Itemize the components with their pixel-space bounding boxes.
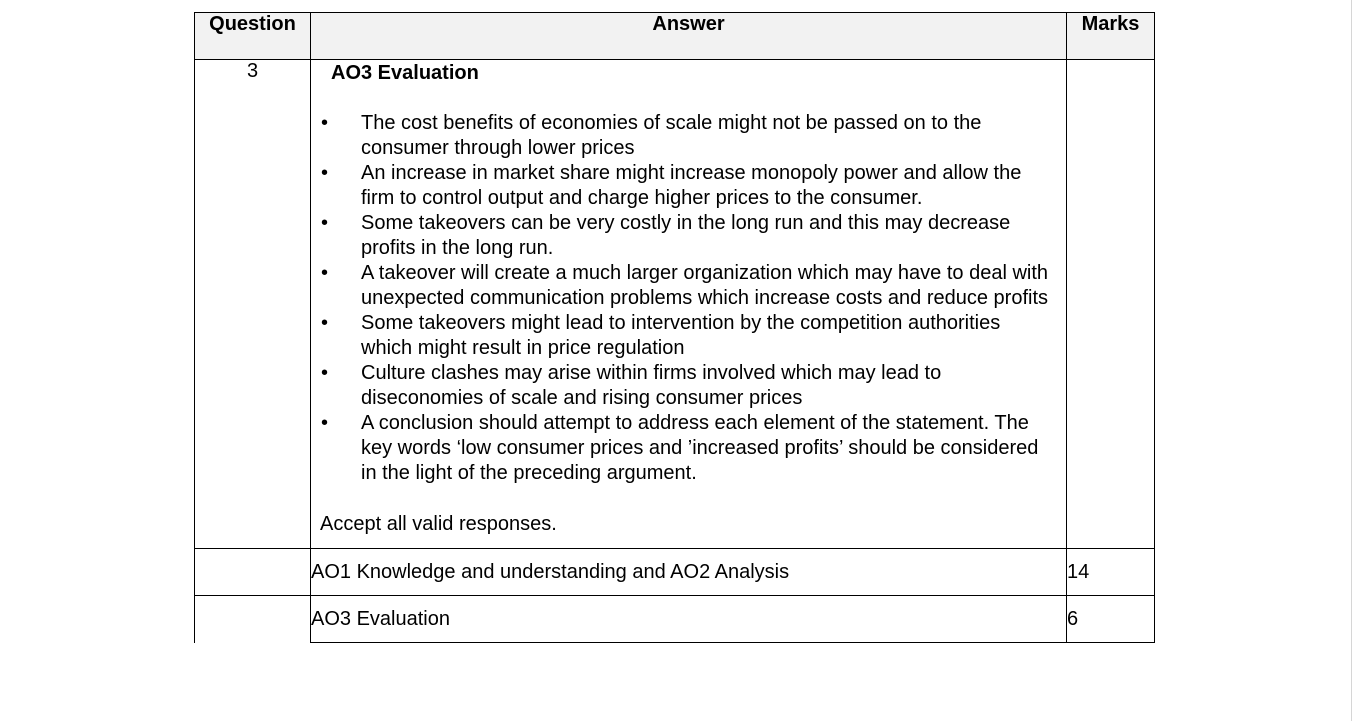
question-header: Question	[195, 13, 311, 60]
bullet-icon: •	[321, 162, 329, 184]
bullet-icon: •	[321, 312, 329, 334]
marks-header: Marks	[1067, 13, 1155, 60]
point-text: The cost benefits of economies of scale might not be passed on to the consumer through lower prices	[361, 112, 982, 159]
answer-cell	[311, 60, 1067, 549]
evaluation-points-list	[311, 111, 1066, 486]
point-text: Some takeovers can be very costly in the long run and this may decrease profits in the long run.	[361, 212, 1011, 259]
summary-marks: 6	[1067, 596, 1155, 643]
bullet-icon: •	[321, 262, 329, 284]
summary-label: AO1 Knowledge and understanding and AO2 Analysis	[311, 549, 1067, 596]
summary-row	[195, 549, 1155, 596]
bullet-icon: •	[321, 112, 329, 134]
section-title: AO3 Evaluation	[331, 62, 479, 84]
header-row	[195, 13, 1155, 60]
question-number: 3	[195, 60, 311, 549]
page-edge-rule	[1351, 0, 1352, 721]
list-item	[311, 311, 1054, 361]
point-text: A takeover will create a much larger organization which may have to deal with unexpected communication problems which increase costs and reduce profits	[361, 262, 1049, 309]
point-text: A conclusion should attempt to address each element of the statement. The key words ‘low consumer prices and ’increased profits’ should be considered in the light of the preceding argument.	[361, 412, 1039, 484]
point-text: Some takeovers might lead to intervention by the competition authorities which might result in price regulation	[361, 312, 1001, 359]
summary-row	[195, 596, 1155, 643]
list-item	[311, 361, 1054, 411]
question-cell-blank	[195, 596, 311, 643]
mark-scheme-table	[194, 12, 1155, 643]
accept-note: Accept all valid responses.	[320, 513, 557, 535]
point-text: An increase in market share might increase monopoly power and allow the firm to control output and charge higher prices to the consumer.	[361, 162, 1022, 209]
marks-cell-empty	[1067, 60, 1155, 549]
bullet-icon: •	[321, 362, 329, 384]
question-cell-blank	[195, 549, 311, 596]
answer-header: Answer	[311, 13, 1067, 60]
summary-marks: 14	[1067, 549, 1155, 596]
summary-label: AO3 Evaluation	[311, 596, 1067, 643]
point-text: Culture clashes may arise within firms involved which may lead to diseconomies of scale and rising consumer prices	[361, 362, 942, 409]
list-item	[311, 111, 1054, 161]
answer-row	[195, 60, 1155, 549]
bullet-icon: •	[321, 412, 329, 434]
list-item	[311, 161, 1054, 211]
bullet-icon: •	[321, 212, 329, 234]
list-item	[311, 211, 1054, 261]
list-item	[311, 261, 1054, 311]
list-item	[311, 411, 1054, 486]
